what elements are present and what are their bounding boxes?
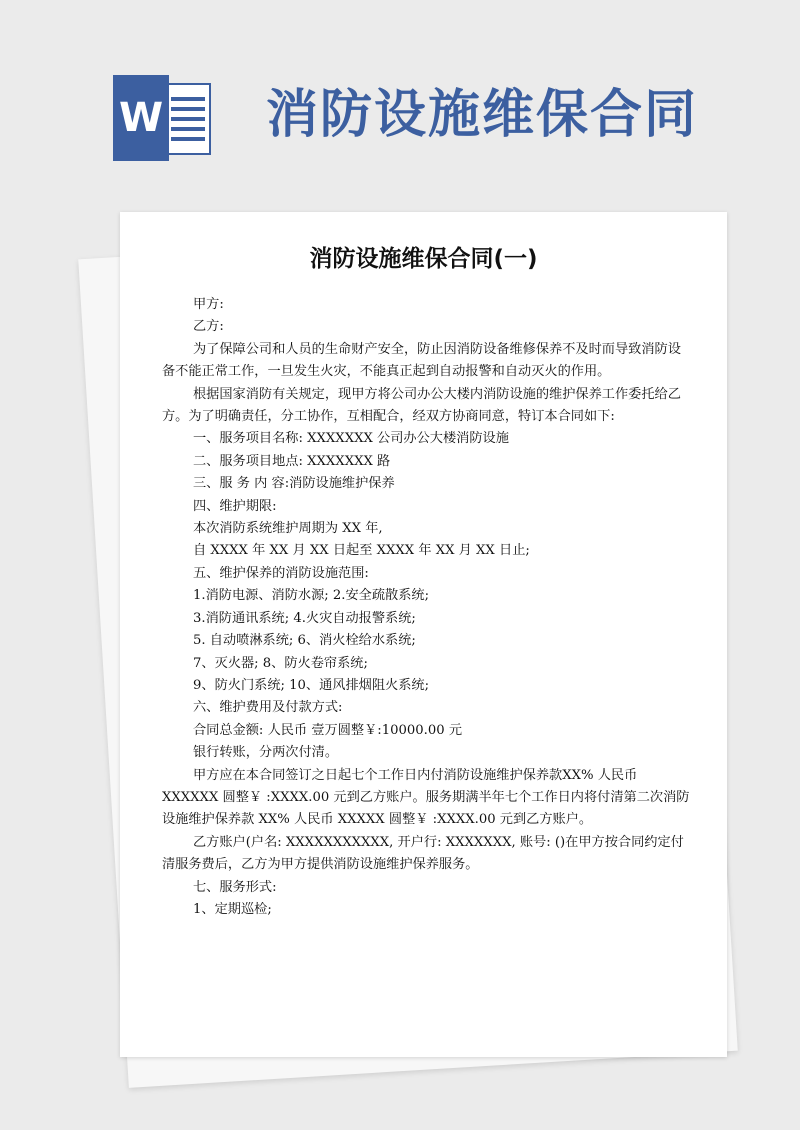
document-paragraph: 银行转账，分两次付清。: [193, 745, 339, 761]
document-page: [120, 212, 727, 1057]
document-paragraph: 根据国家消防有关规定，现甲方将公司办公大楼内消防设施的维护保养工作委托给乙方。为了明确责任，分工协作，互相配合，经双方协商同意，特订本合同如下:: [162, 386, 681, 425]
document-paragraph: 七、服务形式:: [193, 879, 277, 895]
word-logo-letter: W: [113, 75, 169, 161]
document-paragraph: 甲方应在本合同签订之日起七个工作日内付消防设施维护保养款XX% 人民币 XXXXXX 圆整￥ :XXXX.00 元到乙方账户。服务期满半年七个工作日内将付清第二次消防设施维护保养款 XX% 人民币 XXXXX 圆整￥ :XXXX.00 元到乙方账户。: [162, 767, 690, 828]
document-paragraph: 7、灭火器; 8、防火卷帘系统;: [193, 655, 368, 671]
document-paragraph: 乙方账户(户名: XXXXXXXXXXX, 开户行: XXXXXXX, 账号: ()在甲方按合同约定付清服务费后，乙方为甲方提供消防设施维护保养服务。: [162, 834, 684, 873]
document-paragraph: 9、防火门系统; 10、通风排烟阻火系统;: [193, 677, 430, 693]
document-paragraph: 四、维护期限:: [193, 498, 277, 514]
document-paragraph: 一、服务项目名称: XXXXXXX 公司办公大楼消防设施: [193, 431, 509, 447]
document-paragraph: 本次消防系统维护周期为 XX 年,: [193, 521, 383, 537]
document-paragraph: 六、维护费用及付款方式:: [193, 700, 343, 716]
document-body: [162, 294, 692, 921]
document-paragraph: 为了保障公司和人员的生命财产安全，防止因消防设备维修保养不及时而导致消防设备不能正常工作，一旦发生火灾，不能真正起到自动报警和自动灭火的作用。: [162, 341, 681, 380]
document-paragraph: 二、服务项目地点: XXXXXXX 路: [193, 453, 391, 469]
banner-title: 消防设施维保合同: [266, 85, 699, 145]
document-paragraph: 3.消防通讯系统; 4.火灾自动报警系统;: [193, 610, 416, 626]
word-document-icon: [113, 75, 213, 161]
document-paragraph: 三、服 务 内 容:消防设施维护保养: [193, 476, 395, 492]
document-paragraph: 五、维护保养的消防设施范围:: [193, 565, 369, 581]
document-paragraph: 1、定期巡检;: [193, 901, 272, 917]
document-paragraph: 5. 自动喷淋系统; 6、消火栓给水系统;: [193, 633, 416, 649]
header: [0, 0, 800, 200]
document-paragraph: 乙方:: [193, 319, 224, 335]
document-paragraph: 1.消防电源、消防水源; 2.安全疏散系统;: [193, 588, 430, 604]
document-paragraph: 合同总金额: 人民币 壹万圆整￥:10000.00 元: [193, 722, 463, 738]
document-paragraph: 自 XXXX 年 XX 月 XX 日起至 XXXX 年 XX 月 XX 日止;: [193, 543, 530, 559]
document-title: 消防设施维保合同(一): [309, 246, 538, 272]
document-paragraph: 甲方:: [193, 297, 224, 312]
